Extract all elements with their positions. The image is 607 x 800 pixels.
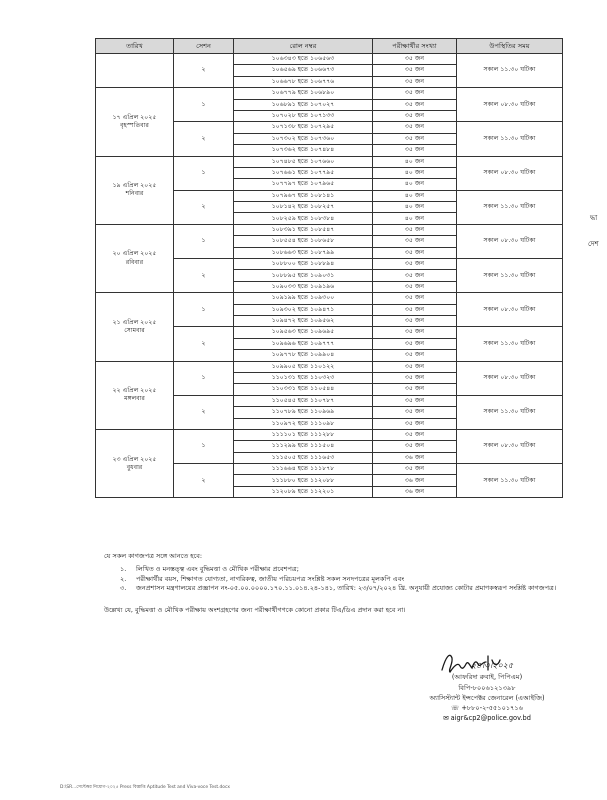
candidate-count-cell: ৩৬ জন: [373, 475, 457, 486]
roll-range-cell: ১০৭৪৮৫ হতে ১০৭৬৬০: [234, 156, 373, 167]
roll-range-cell: ১০৮৮০০ হতে ১০৮৮৯৪: [234, 259, 373, 270]
roll-range-cell: ১১১৫০৫ হতে ১১১৬৫৩: [234, 452, 373, 463]
exam-weekday: রবিবার: [125, 258, 144, 266]
roll-range-cell: ১০৯০৩৩ হতে ১০৯১৯৬: [234, 281, 373, 292]
candidate-count-cell: ৩৫ জন: [373, 76, 457, 87]
roll-range-cell: ১০৮১৪২ হতে ১০৮২৫৭: [234, 202, 373, 213]
candidate-count-cell: ৩৫ জন: [373, 224, 457, 235]
candidate-count-cell: ৩৫ জন: [373, 429, 457, 440]
date-cell: [96, 224, 174, 292]
roll-range-cell: ১০৮৫৫৪ হতে ১০৮৬৫৮: [234, 236, 373, 247]
candidate-count-cell: ৪০ জন: [373, 156, 457, 167]
candidate-count-cell: ৩৫ জন: [373, 99, 457, 110]
list-item: [120, 574, 564, 584]
candidate-count-cell: ৩৬ জন: [373, 452, 457, 463]
header-count: পরীক্ষার্থীর সংখ্যা: [373, 39, 457, 54]
header-session: সেশন: [174, 39, 234, 54]
item-text: জনপ্রশাসন মন্ত্রণালয়ের প্রজ্ঞাপন নং-০৫.০০.০০০০.১৭০.১১.০১৪.২৪-১৪১, তারিখ: ২৩/০৭/২০২৪ খ্রি. অনুযায়ী প্রযোজ্য কোটার প্রমাণকস্বরূপ সংশ্লিষ্ট কাগজপত্র।: [136, 584, 557, 593]
roll-range-cell: ১১০৩৩১ হতে ১১০৫৪৪: [234, 384, 373, 395]
reporting-time-cell: সকাল ০৮.৩০ ঘটিকা: [457, 361, 563, 395]
roll-range-cell: ১০৬৩৪৩ হতে ১০৬৫৬৩: [234, 54, 373, 65]
date-cell: [96, 54, 174, 88]
exam-schedule-table: [95, 38, 563, 498]
candidate-count-cell: ৩৫ জন: [373, 281, 457, 292]
roll-range-cell: ১১০১৩১ হতে ১১০৩২৩: [234, 372, 373, 383]
roll-range-cell: ১০৬৫৬৯ হতে ১০৬৬৭৩: [234, 65, 373, 76]
roll-range-cell: ১০৭৯৬৭ হতে ১০৮১৪১: [234, 190, 373, 201]
session-cell: ২: [174, 327, 234, 361]
closing-note: উল্লেখ্য যে, বুদ্ধিমত্তা ও মৌখিক পরীক্ষায় অংশগ্রহণের জন্য পরীক্ষার্থীগণকে কোনো প্রকার টিএ/ডিএ প্রদান করা হবে না।: [104, 605, 406, 614]
candidate-count-cell: ৩৫ জন: [373, 315, 457, 326]
table-header-row: [96, 39, 563, 54]
candidate-count-cell: ৩৫ জন: [373, 88, 457, 99]
roll-range-cell: ১০৯৭৭৮ হতে ১০৯৯০৪: [234, 350, 373, 361]
roll-range-cell: ১১২০৮৯ হতে ১১২২০১: [234, 486, 373, 497]
roll-range-cell: ১০৭০২৮ হতে ১০৭১৩৩: [234, 110, 373, 121]
officer-bp-number: বিপি-৮০০৬১২১৩৯৮: [458, 683, 516, 692]
roll-range-cell: ১০৮৩৯১ হতে ১০৮৫৪৭: [234, 224, 373, 235]
date-cell: [96, 293, 174, 361]
header-time: উপস্থিতির সময়: [457, 39, 563, 54]
exam-date: ১৯ এপ্রিল ২০২৫: [112, 182, 157, 190]
candidate-count-cell: ৩৫ জন: [373, 338, 457, 349]
item-number: ২.: [120, 574, 127, 583]
reporting-time-cell: সকাল ০৮.৩০ ঘটিকা: [457, 293, 563, 327]
candidate-count-cell: ৩৬ জন: [373, 486, 457, 497]
candidate-count-cell: ৩৫ জন: [373, 418, 457, 429]
roll-range-cell: ১০৭৩৬২ হতে ১০৭৪৮৪: [234, 145, 373, 156]
roll-range-cell: ১১১৬৬৪ হতে ১১১৮৭৮: [234, 464, 373, 475]
candidate-count-cell: ৩৫ জন: [373, 65, 457, 76]
roll-range-cell: ১১১১০১ হতে ১১১২৮৮: [234, 429, 373, 440]
candidate-count-cell: ৩৫ জন: [373, 304, 457, 315]
signature-date: ২৪।৩।২০২৫: [470, 661, 514, 670]
session-cell: ১: [174, 156, 234, 190]
exam-date: ১৭ এপ্রিল ২০২৫: [112, 113, 157, 121]
session-cell: ১: [174, 224, 234, 258]
session-cell: ২: [174, 259, 234, 293]
candidate-count-cell: ৩৫ জন: [373, 54, 457, 65]
roll-range-cell: ১০৭১৩৮ হতে ১০৭২৯৫: [234, 122, 373, 133]
roll-range-cell: ১১০৯৭২ হতে ১১১০৯৮: [234, 418, 373, 429]
session-cell: ২: [174, 464, 234, 498]
date-cell: [96, 429, 174, 497]
candidate-count-cell: ৩৫ জন: [373, 259, 457, 270]
exam-weekday: বৃহস্পতিবার: [120, 121, 149, 129]
item-number: ১.: [120, 565, 127, 574]
roll-range-cell: ১১০৫৪৫ হতে ১১০৭৮৭: [234, 395, 373, 406]
candidate-count-cell: ৩৫ জন: [373, 372, 457, 383]
list-item: [120, 584, 564, 593]
header-date: তারিখ: [96, 39, 174, 54]
roll-range-cell: ১০৭৭৯৭ হতে ১০৭৯৬৫: [234, 179, 373, 190]
roll-range-cell: ১০৬৮৯১ হতে ১০৭০২৭: [234, 99, 373, 110]
candidate-count-cell: ৩৫ জন: [373, 145, 457, 156]
date-cell: [96, 88, 174, 156]
candidate-count-cell: ৩৫ জন: [373, 236, 457, 247]
roll-range-cell: ১০৬৬৭৮ হতে ১০৬৭৭৬: [234, 76, 373, 87]
candidate-count-cell: ৩৫ জন: [373, 122, 457, 133]
exam-weekday: বুধবার: [126, 463, 143, 471]
roll-range-cell: ১০৯৫৬৩ হতে ১০৯৬৯৫: [234, 327, 373, 338]
table-row: [96, 293, 563, 304]
header-roll: রোল নম্বর: [234, 39, 373, 54]
roll-range-cell: ১১১৮৮০ হতে ১১২০৮৮: [234, 475, 373, 486]
exam-date: ২৩ এপ্রিল ২০২৫: [112, 455, 157, 463]
date-cell: [96, 156, 174, 224]
roll-range-cell: ১০৮৮৯৫ হতে ১০৯০৩১: [234, 270, 373, 281]
roll-range-cell: ১০৯৩০২ হতে ১০৯৪৭১: [234, 304, 373, 315]
exam-weekday: শনিবার: [125, 190, 144, 198]
roll-range-cell: ১০৮২৫৯ হতে ১০৮৩৮৪: [234, 213, 373, 224]
roll-range-cell: ১০৯৬৯৬ হতে ১০৯৭৭৭: [234, 338, 373, 349]
required-documents-list: [104, 565, 564, 593]
candidate-count-cell: ৩৫ জন: [373, 350, 457, 361]
session-cell: ২: [174, 54, 234, 88]
reporting-time-cell: সকাল ০৮.৩০ ঘটিকা: [457, 429, 563, 463]
session-cell: ২: [174, 395, 234, 429]
candidate-count-cell: ৩৫ জন: [373, 407, 457, 418]
candidate-count-cell: ৩৫ জন: [373, 110, 457, 121]
table-row: [96, 156, 563, 167]
reporting-time-cell: সকাল ১১.৩০ ঘটিকা: [457, 395, 563, 429]
reporting-time-cell: সকাল ০৮.৩০ ঘটিকা: [457, 224, 563, 258]
candidate-count-cell: ৩৫ জন: [373, 247, 457, 258]
roll-range-cell: ১০৮৬৬৩ হতে ১০৮৭৯৯: [234, 247, 373, 258]
roll-range-cell: ১০৯৯০৫ হতে ১১০১২২: [234, 361, 373, 372]
session-cell: ১: [174, 429, 234, 463]
candidate-count-cell: ৩৫ জন: [373, 133, 457, 144]
roll-range-cell: ১০৬৭৭৯ হতে ১০৬৮৯০: [234, 88, 373, 99]
officer-phone: ☏ +৮৮০-২-৫৫১০১৭১৬: [450, 704, 523, 713]
file-path-footer: D:\SR...সেপ্টেম্বর নিয়োগ-২০২৫ Press বিজ্ঞপ্তি Aptitude Test and Viva-voce Test.docx: [60, 785, 230, 790]
exam-date: ২১ এপ্রিল ২০২৫: [112, 318, 157, 326]
exam-weekday: সোমবার: [124, 326, 145, 334]
officer-email: ✉ aigr&cp2@police.gov.bd: [443, 714, 531, 723]
notes-heading: যে সকল কাগজপত্র সঙ্গে আনতে হবে:: [104, 552, 203, 560]
reporting-time-cell: সকাল ১১.৩০ ঘটিকা: [457, 122, 563, 156]
session-cell: ১: [174, 361, 234, 395]
table-body: [96, 54, 563, 498]
reporting-time-cell: সকাল ১১.৩০ ঘটিকা: [457, 327, 563, 361]
reporting-time-cell: সকাল ১১.৩০ ঘটিকা: [457, 464, 563, 498]
date-cell: [96, 361, 174, 429]
session-cell: ১: [174, 293, 234, 327]
reporting-time-cell: সকাল ০৮.৩০ ঘটিকা: [457, 156, 563, 190]
item-text: লিখিত ও মনস্তত্ত্ব এবং বুদ্ধিমত্তা ও মৌখিক পরীক্ষার প্রবেশপত্র;: [136, 565, 299, 574]
session-cell: ১: [174, 88, 234, 122]
roll-range-cell: ১০৯১৯৯ হতে ১০৯৩০০: [234, 293, 373, 304]
roll-range-cell: ১১০৭৮৯ হতে ১১০৯৬৯: [234, 407, 373, 418]
list-item: [120, 565, 564, 574]
candidate-count-cell: ৩৫ জন: [373, 441, 457, 452]
reporting-time-cell: সকাল ০৮.৩০ ঘটিকা: [457, 88, 563, 122]
exam-weekday: মঙ্গলবার: [124, 395, 145, 403]
candidate-count-cell: ৩৫ জন: [373, 327, 457, 338]
candidate-count-cell: ৩৫ জন: [373, 464, 457, 475]
roll-range-cell: ১০৭৬৬১ হতে ১০৭৭৯৫: [234, 167, 373, 178]
reporting-time-cell: সকাল ১১.৩০ ঘটিকা: [457, 54, 563, 88]
roll-range-cell: ১০৯৪৭২ হতে ১০৯৫৬২: [234, 315, 373, 326]
table-row: [96, 361, 563, 372]
session-cell: ২: [174, 122, 234, 156]
table-row: [96, 224, 563, 235]
item-number: ৩.: [120, 584, 127, 593]
candidate-count-cell: ৪০ জন: [373, 167, 457, 178]
candidate-count-cell: ৩৫ জন: [373, 395, 457, 406]
item-text: পরীক্ষার্থীর বয়স, শিক্ষাগত যোগ্যতা, নাগরিকত্ব, জাতীয় পরিচয়পত্র সংশ্লিষ্ট সকল সনদপত্রের মূলকপি এবং: [136, 574, 405, 583]
candidate-count-cell: ৩৫ জন: [373, 361, 457, 372]
signature-block: [412, 660, 562, 723]
candidate-count-cell: ৪০ জন: [373, 190, 457, 201]
officer-title: অ্যাসিস্ট্যান্ট ইন্সপেক্টর জেনারেল (এআইজি): [429, 693, 545, 702]
reporting-time-cell: সকাল ১১.৩০ ঘটিকা: [457, 190, 563, 224]
candidate-count-cell: ৩৫ জন: [373, 293, 457, 304]
roll-range-cell: ১১১২৯৯ হতে ১১১৫০৪: [234, 441, 373, 452]
exam-date: ২০ এপ্রিল ২০২৫: [112, 250, 157, 258]
table-row: [96, 88, 563, 99]
cut-off-text: দেশ: [588, 240, 599, 248]
notes-section: [104, 552, 564, 615]
candidate-count-cell: ৪০ জন: [373, 179, 457, 190]
roll-range-cell: ১০৭৩০২ হতে ১০৭৩৬০: [234, 133, 373, 144]
session-cell: ২: [174, 190, 234, 224]
table-row: [96, 429, 563, 440]
candidate-count-cell: ৪০ জন: [373, 213, 457, 224]
exam-date: ২২ এপ্রিল ২০২৫: [112, 387, 157, 395]
cut-off-text: দ্ধা: [590, 214, 598, 222]
reporting-time-cell: সকাল ১১.৩০ ঘটিকা: [457, 259, 563, 293]
candidate-count-cell: ৪০ জন: [373, 202, 457, 213]
candidate-count-cell: ৩৫ জন: [373, 270, 457, 281]
candidate-count-cell: ৩৫ জন: [373, 384, 457, 395]
table-row: [96, 54, 563, 65]
officer-name: (আফরিদা রুবাই, পিপিএম): [451, 673, 523, 682]
